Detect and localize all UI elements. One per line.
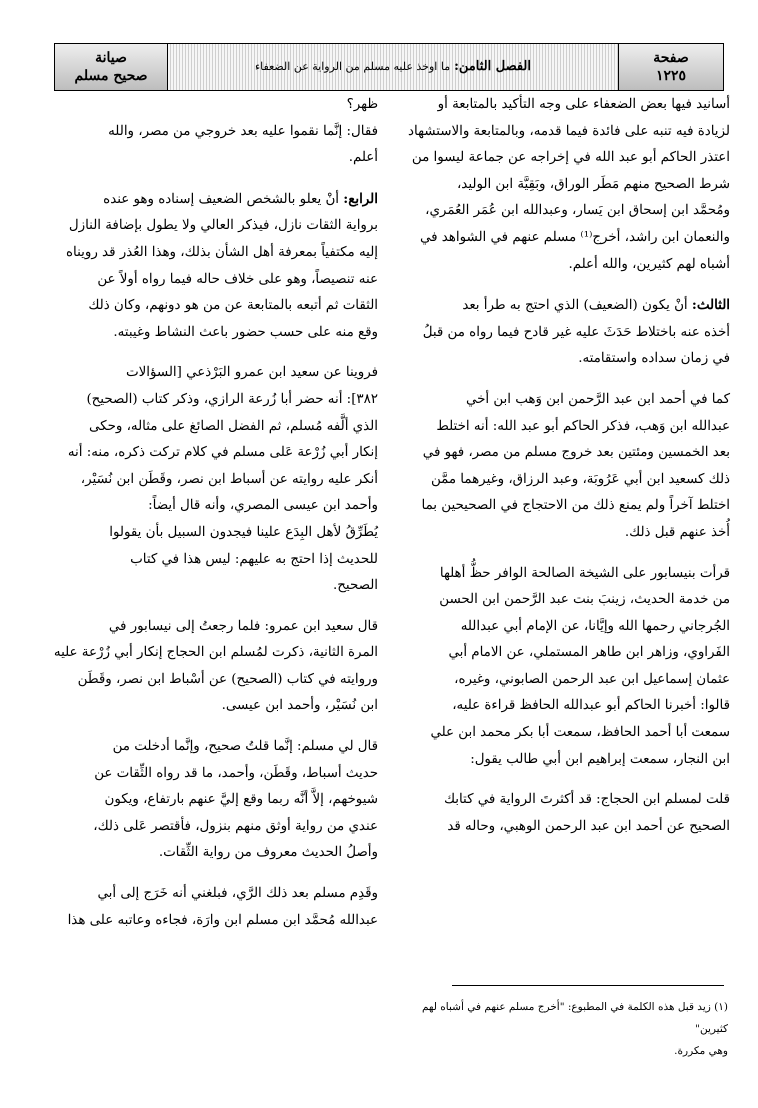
text-line: شيوخهم، إلاَّ أنَّه ربما وقع إليَّ عنهم بارتفاع، ويكون: [104, 792, 378, 808]
text-line: أشباه لهم كثيرين، والله أعلم.: [568, 256, 730, 272]
text-line: الثالث: أنْ يكون (الضعيف) الذي احتج به طرأ بعد: [462, 297, 730, 314]
text-line: ٣٨٢]: أنه حضر أبا زُرعة الرازي، وذكر كتاب (الصحيح): [86, 391, 378, 407]
text-line: أخذه عنه باختلاط حَدَثَ عليه غير قادح فيما رواه من قبلُ: [422, 324, 730, 340]
page-label: صفحة: [653, 50, 689, 66]
text-line: الرابع: أنْ يعلو بالشخص الضعيف إسناده وهو عنده: [103, 190, 378, 207]
footnote-line: (١) زيد قبل هذه الكلمة في المطبوع: "أخرج مسلم عنهم في أشباه لهم كثيرين": [421, 1001, 728, 1035]
text-line: الصحيح.: [333, 578, 378, 594]
text-line: كما في أحمد ابن عبد الرَّحمن ابن وَهب ابن أخي: [465, 391, 730, 407]
paragraph-gap: [46, 346, 378, 360]
text-line: الذي ألَّفه مُسلم، ثم الفضل الصائغ على مثاله، وحكى: [89, 418, 378, 434]
text-line: ابن نُسَيْر، وأحمد ابن عيسى.: [221, 698, 378, 714]
section-keyword: الرابع:: [343, 190, 378, 207]
text-line: سمعت أبا أحمد الحافظ، سمعت أبا بكر محمد ابن علي: [430, 725, 730, 741]
text-line: أنكر عليه روايته عن أسباط ابن نصر، وقَطَن ابن نُسَيْر،: [80, 471, 378, 487]
text-line: وأحمد ابن عيسى المصري، وأنه قال أيضاً:: [148, 498, 378, 514]
text-line: برواية الثقات نازل، فيذكر العالي ولا يطول بإضافة النازل: [68, 218, 378, 234]
text-line: الفَراوي، وزاهر ابن طاهر المستملي، عن الامام أبي: [448, 645, 730, 661]
left-text-column: [46, 92, 378, 934]
text-line: وروايته في كتاب (الصحيح) عن أسْباط ابن نصر، وقَطَن: [77, 671, 378, 687]
text-line: من خدمة الحديث، زينبَ بنت عبد الرَّحمن ابن الحسن: [439, 592, 730, 608]
text-line: ابن النجار، سمعت إبراهيم ابن أبي طالب يقول:: [470, 751, 730, 767]
text-line: أُخذ عنهم قبل ذلك.: [624, 524, 730, 540]
text-line: عبدالله مُحمَّد ابن مسلم ابن وارَة، فجاءه وعاتبه على هذا: [67, 912, 378, 928]
chapter-title-box: [168, 44, 618, 90]
text-line: عبدالله ابن وَهب، فذكر الحاكم أبو عبد الله: أنه اختلط: [436, 418, 730, 434]
text-line: في زمان سداده واستقامته.: [578, 351, 730, 367]
paragraph-gap: [46, 720, 378, 734]
text-line: الصحيح عن أحمد ابن عبد الرحمن الوهبي، وحاله قد: [447, 818, 730, 834]
text-line: حديث أسباط، وقَطَن، وأحمد، ما قد رواه الثِّقات عن: [94, 765, 378, 781]
chapter-subtitle: ما اوخذ عليه مسلم من الرواية عن الضعفاء: [254, 60, 451, 73]
text-line: وأصلُ الحديث معروف من رواية الثِّقات.: [158, 845, 378, 861]
text-line: قال لي مسلم: إنَّما قلتُ صحيح، وإنَّما أدخلت من: [112, 739, 378, 755]
text-line: ظهر؟: [346, 97, 378, 112]
text-line: وقَدِم مسلم بعد ذلك الرَّي، فبلغني أنه خَرَج إلى أبي: [97, 886, 378, 902]
text-line: الجُرجاني رحمها الله وإيَّانا، عن الإمام أبي عبدالله: [460, 618, 730, 634]
text-line: والنعمان ابن راشد، أخرج⁽¹⁾ مسلم عنهم في الشواهد في: [419, 229, 730, 245]
right-text-column: [398, 92, 730, 840]
section-keyword: الثالث:: [691, 297, 730, 314]
text-line: شرط الصحيح منهم مَطَر الوراق، وبَقِيَّة ابن الوليد،: [456, 176, 730, 192]
book-title-box: [55, 44, 168, 90]
paragraph-gap: [46, 600, 378, 614]
paragraph-gap: [398, 773, 730, 787]
text-line: اختلط آخراً ولم يمنع ذلك من الاحتجاج في الصحيحين بما: [421, 498, 730, 514]
paragraph-gap: [398, 373, 730, 387]
text-line: يُطَرِّقُ لأهل البِدَع علينا فيجدون السبيل بأن يقولوا: [109, 524, 378, 540]
text-line: عندي من رواية أوثق منهم بنزول، فأقتصر عَلى ذلك،: [93, 818, 378, 834]
text-line: فقال: إنَّما نقموا عليه بعد خروجي من مصر، والله: [108, 123, 378, 139]
text-line: إليه مكتفياً بمعرفة أهل الشأن بذلك، وهذا العُذر قد رويناه: [65, 244, 378, 260]
book-title-line2: صحيح مسلم: [74, 68, 148, 84]
text-line: وقع منه على حسب حضور باعث النشاط وغيبته.: [113, 324, 378, 340]
footnote-divider: [452, 985, 724, 986]
paragraph-gap: [46, 867, 378, 881]
text-line: فروينا عن سعيد ابن عمرو البَرْذعي [السؤالات: [126, 365, 378, 381]
book-title-line1: صيانة: [95, 50, 127, 66]
footnote-line: وهي مكررة.: [674, 1045, 728, 1057]
text-line: إنكار أبي زُرْعة عَلى مسلم في كلام تركت ذكره، منه: أنه: [67, 445, 378, 461]
text-line: قرأت بنيسابور على الشيخة الصالحة الوافر حظُّ أهلها: [439, 565, 730, 581]
paragraph-gap: [46, 172, 378, 186]
text-line: قلت لمسلم ابن الحجاج: قد أكثرتَ الرواية في كتابك: [443, 792, 730, 808]
paragraph-gap: [398, 547, 730, 561]
footnote: [398, 996, 728, 1062]
text-line: أعلم.: [348, 150, 378, 166]
text-line: ومُحمَّد ابن إسحاق ابن يَسار، وعبدالله ابن عُمَر العُمَري،: [425, 203, 730, 219]
text-line: أسانيد فيها بعض الضعفاء على وجه التأكيد بالمتابعة أو: [437, 97, 730, 112]
page-number-box: [618, 44, 723, 90]
text-line: المرة الثانية، ذكرت لمُسلم ابن الحجاج إنكار أبي زُرْعة عليه: [53, 645, 378, 661]
paragraph-gap: [398, 278, 730, 292]
chapter-title: الفصل الثامن:: [454, 59, 532, 74]
text-line: للحديث إذا احتج به عليهم: ليس هذا في كتاب: [130, 551, 378, 567]
text-line: قال سعيد ابن عمرو: فلما رجعتُ إلى نيسابور في: [108, 618, 378, 634]
text-line: الثقات ثم أتبعه بالمتابعة عن من هو دونهم، وكان ذلك: [88, 298, 378, 314]
text-line: ذلك كسعيد ابن أبي عَرُوبَة، وعبد الرزاق، وغيرهما ممَّن: [430, 471, 730, 487]
running-header: [54, 43, 724, 91]
text-line: اعتذر الحاكم أبو عبد الله في إخراجه عن جماعة ليسوا من: [411, 150, 730, 166]
page-number: ١٢٢٥: [655, 68, 687, 84]
text-line: لزيادة فيه تنبه على فائدة فيما قدمه، وبالمتابعة والاستشهاد: [408, 123, 730, 139]
text-line: بعد الخمسين ومئتين بعد خروج مسلم من مصر، فهو في: [422, 445, 730, 461]
text-line: عنه تنصيصاً، وهو على خلاف حاله فيما رواه أولاً عن: [97, 271, 378, 287]
text-line: عثمان إسماعيل ابن عبد الرحمن الصابوني، وغيره،: [454, 671, 730, 687]
text-line: قالوا: أخبرنا الحاكم أبو عبدالله الحافظ قراءة عليه،: [452, 698, 730, 714]
